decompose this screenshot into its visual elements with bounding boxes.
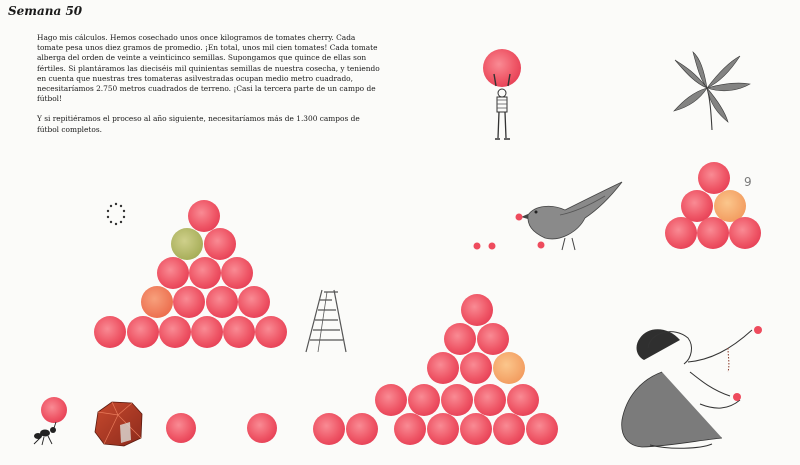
page-title: Semana 50 [8, 4, 83, 18]
ant-with-tomato-icon [34, 397, 67, 445]
seated-woman-icon [622, 326, 762, 448]
tomato-plant-leaves-icon [674, 52, 750, 130]
paragraph-calculation: Hago mis cálculos. Hemos cosechado unos once kilogramos de tomates cherry. Cada tomate pesa unos diez gramos de promedio. ¡En total, unos mil cien tomates! Cada tomate alberga del orden de veinte a veinticinco semillas. Supongamos que quince de ellas son fértiles. Si plantáramos las dieciséis mil quinientas semillas de nuestra cosecha, y teniendo en cuenta que nuestras tres tomateras asilvestradas ocupan medio metro cuadrado, necesitaríamos 2.750 metros cuadrados de terreno. ¡Casi la tercera parte de un campo de fútbol! [37, 33, 380, 104]
figure-holding-tomato-icon [483, 49, 521, 139]
seed-circle-icon [107, 203, 125, 225]
large-tomato-pyramid-center-icon [313, 294, 558, 445]
loose-tomato [247, 413, 277, 443]
bird-with-tomato-icon [474, 182, 623, 250]
gemstone-icon [95, 402, 142, 446]
tomato-count-label: 9 [744, 175, 752, 189]
ladder-icon [306, 290, 346, 352]
large-tomato-pyramid-left-icon [94, 200, 287, 348]
small-tomato-pyramid-icon [665, 162, 761, 249]
paragraph-next-year: Y si repitiéramos el proceso al año siguiente, necesitaríamos más de 1.300 campos de fútbol completos. [37, 114, 360, 134]
loose-tomato [166, 413, 196, 443]
